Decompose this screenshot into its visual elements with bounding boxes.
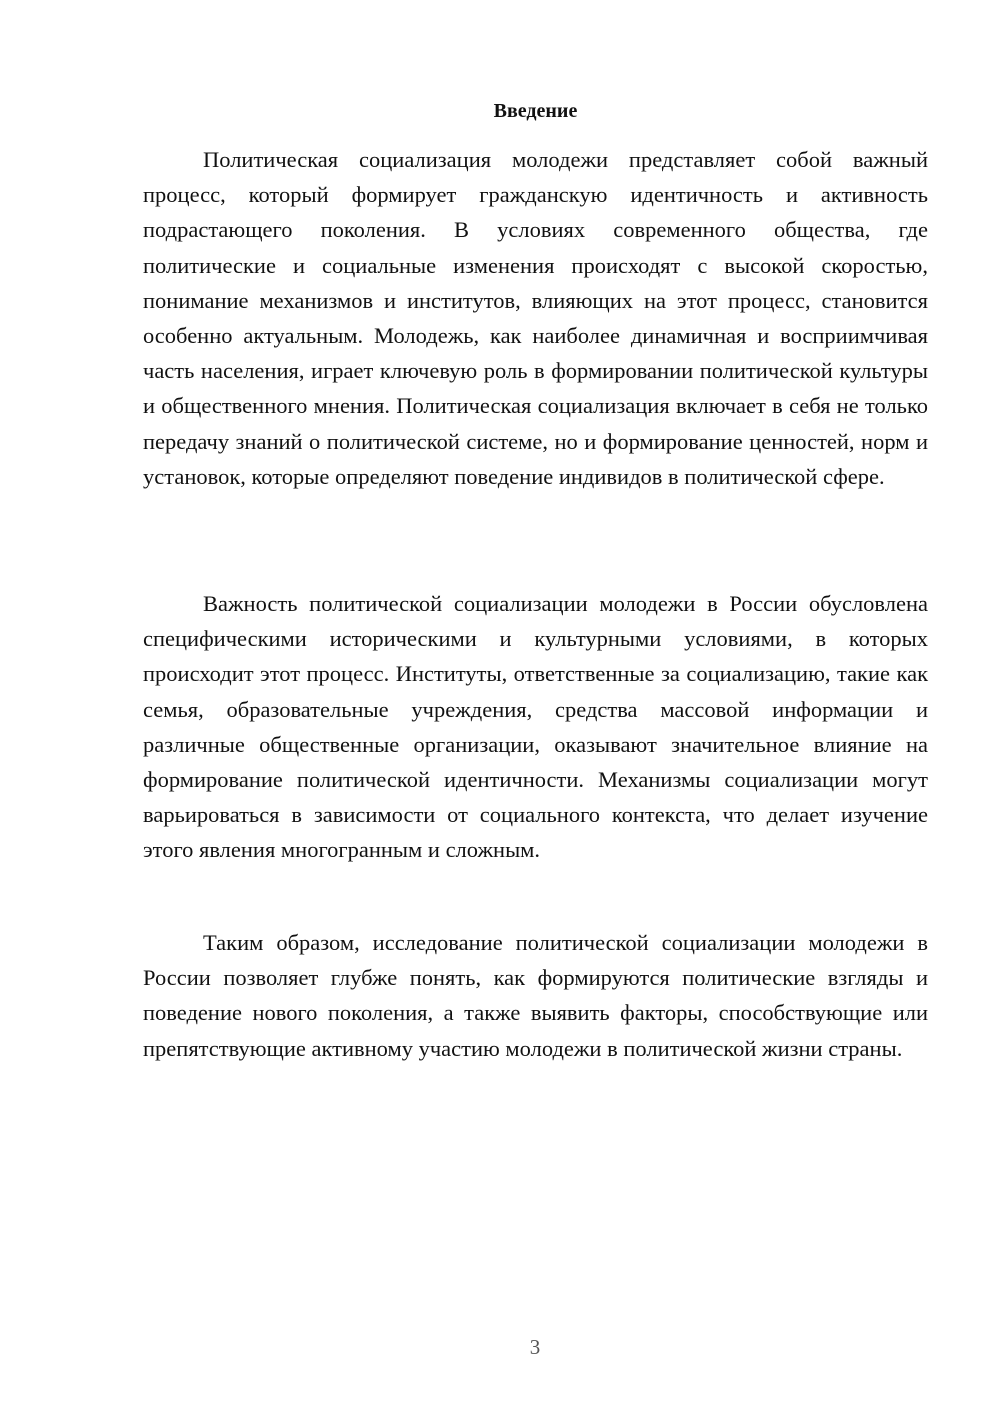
paragraph-1: Политическая социализация молодежи представляет собой важный процесс, который формирует гражданскую идентичность и активность подрастающего поколения. В условиях современного общества, где политические и социальные изменения происходят с высокой скоростью, понимание механизмов и институтов, влияющих на этот процесс, становится особенно актуальным. Молодежь, как наиболее динамичная и восприимчивая часть населения, играет ключевую роль в формировании политической культуры и общественного мнения. Политическая социализация включает в себя не только передачу знаний о политической системе, но и формирование ценностей, норм и установок, которые определяют поведение индивидов в политической сфере. [143, 147, 928, 489]
paragraph-2: Важность политической социализации молодежи в России обусловлена специфическими историческими и культурными условиями, в которых происходит этот процесс. Институты, ответственные за социализацию, такие как семья, образовательные учреждения, средства массовой информации и различные общественные организации, оказывают значительное влияние на формирование политической идентичности. Механизмы социализации могут варьироваться в зависимости от социального контекста, что делает изучение этого явления многогранным и сложным. [143, 591, 928, 863]
section-title: Введение [493, 100, 578, 122]
paragraph-3: Таким образом, исследование политической социализации молодежи в России позволяет глубже понять, как формируются политические взгляды и поведение нового поколения, а также выявить факторы, способствующие или препятствующие активному участию молодежи в политической жизни страны. [143, 930, 928, 1061]
page-number: 3 [529, 1335, 541, 1359]
